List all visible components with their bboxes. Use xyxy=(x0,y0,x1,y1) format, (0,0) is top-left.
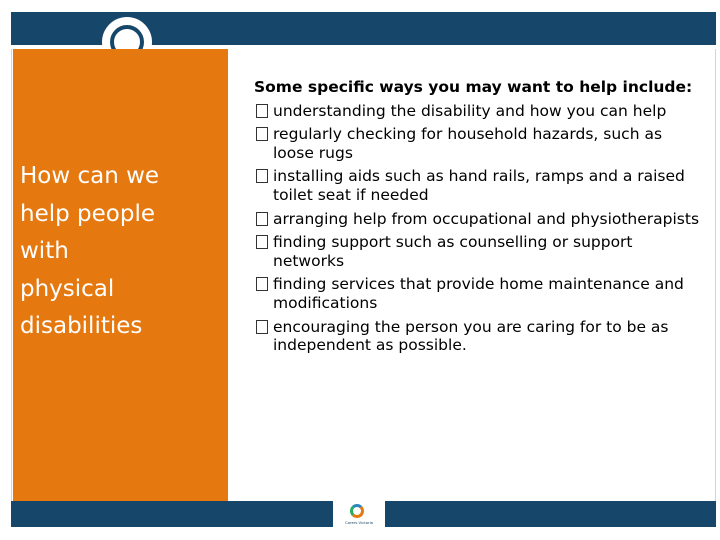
slide-title: How can we help people with physical disabilities xyxy=(20,163,160,340)
checkbox-square-icon xyxy=(256,104,268,118)
bullet-item xyxy=(254,125,704,162)
bullet-text: finding services that provide home maintenance and modifications xyxy=(273,275,684,312)
checkbox-square-icon xyxy=(256,235,268,249)
checkbox-square-icon xyxy=(256,169,268,183)
bullet-text: encouraging the person you are caring for to be as independent as possible. xyxy=(273,317,669,355)
bullet-item xyxy=(254,167,704,204)
bullet-item xyxy=(254,210,704,229)
logo-text: Carers Victoria xyxy=(345,520,373,525)
content-area xyxy=(254,78,704,360)
bullet-text: understanding the disability and how you can help xyxy=(273,101,667,120)
bullet-text: regularly checking for household hazards, such as loose rugs xyxy=(273,125,663,162)
bullet-item xyxy=(254,233,704,270)
bullet-item xyxy=(254,275,704,312)
footer-logo xyxy=(333,501,385,527)
checkbox-square-icon xyxy=(256,127,268,141)
checkbox-square-icon xyxy=(256,320,268,334)
logo-ring-icon xyxy=(350,504,364,518)
bullet-item xyxy=(254,102,704,121)
bullet-text: arranging help from occupational and physiotherapists xyxy=(273,209,700,228)
checkbox-square-icon xyxy=(256,212,268,226)
checkbox-square-icon xyxy=(256,277,268,291)
intro-text: Some specific ways you may want to help include: xyxy=(254,78,693,96)
bullet-text: installing aids such as hand rails, ramps and a raised toilet seat if needed xyxy=(273,167,685,204)
bullet-text: finding support such as counselling or support networks xyxy=(273,233,633,270)
bullet-list xyxy=(254,102,704,355)
bullet-item xyxy=(254,318,704,355)
